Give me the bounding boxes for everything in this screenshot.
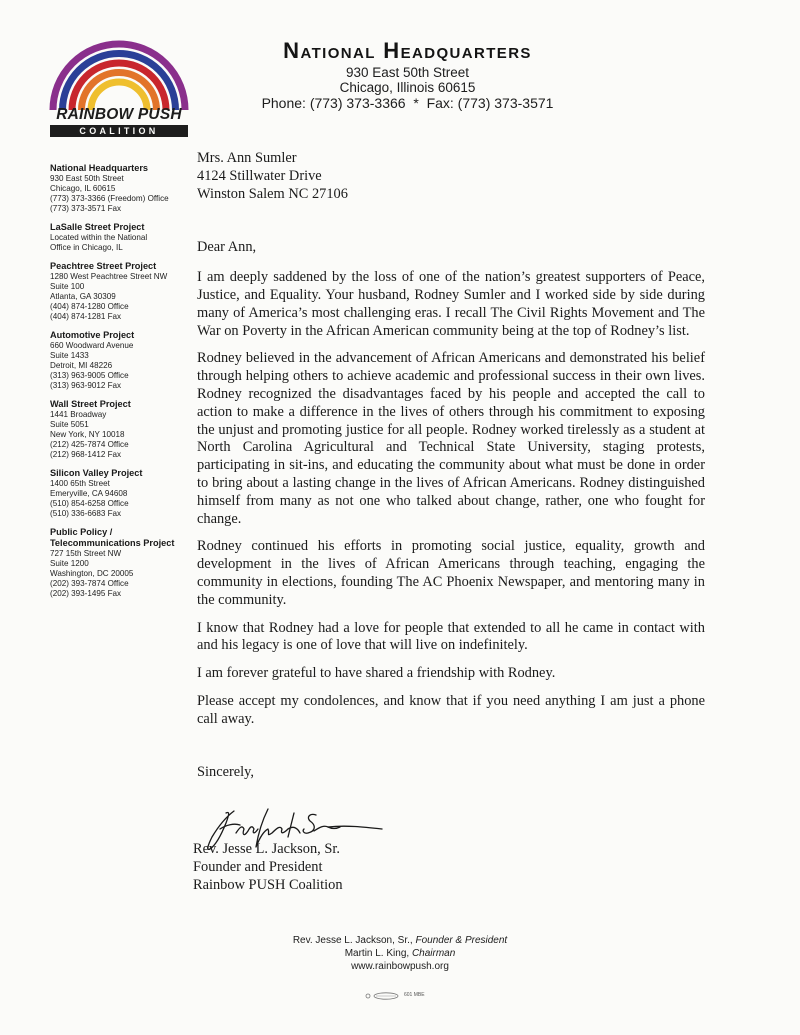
office-detail: Suite 1200	[50, 559, 89, 568]
paragraph: I know that Rodney had a love for people that extended to all he came in contact with and his legacy is one of love that will live on indefinitely.	[197, 619, 705, 654]
union-bug-text: 601 MBE	[404, 992, 425, 998]
office-block	[50, 468, 190, 519]
office-detail: Chicago, IL 60615	[50, 184, 116, 193]
office-detail: Atlanta, GA 30309	[50, 292, 116, 301]
office-detail: (773) 373-3366 (Freedom) Office	[50, 194, 169, 203]
office-detail: Suite 100	[50, 282, 85, 291]
recipient-street: 4124 Stillwater Drive	[197, 167, 322, 184]
letterhead-title: National Headquarters	[283, 38, 532, 63]
signer-title: Founder and President	[193, 859, 323, 875]
footer-founder-name: Rev. Jesse L. Jackson, Sr.,	[292, 935, 413, 946]
logo-subtitle: COALITION	[50, 125, 188, 137]
letterhead-street: 930 East 50th Street	[345, 65, 470, 80]
office-detail: (202) 393-1495 Fax	[50, 589, 122, 598]
office-detail: Located within the National	[50, 233, 148, 242]
footer-chair-name: Martin L. King,	[344, 948, 410, 959]
office-block	[50, 222, 190, 253]
office-block	[50, 527, 190, 599]
signer-organization: Rainbow PUSH Coalition	[193, 877, 343, 893]
letterhead-phone: Phone: (773) 373-3366 * Fax: (773) 373-3571	[261, 95, 554, 111]
office-detail: 660 Woodward Avenue	[50, 341, 134, 350]
office-block	[50, 261, 190, 322]
signer-name: Rev. Jesse L. Jackson, Sr.	[193, 841, 340, 857]
office-detail: 1400 65th Street	[50, 479, 110, 488]
office-detail: (404) 874-1280 Office	[50, 302, 129, 311]
office-title: Public Policy / Telecommunications Project	[50, 527, 175, 548]
office-detail: (313) 963-9005 Office	[50, 371, 129, 380]
office-detail: 1441 Broadway	[50, 410, 107, 419]
office-detail: 930 East 50th Street	[50, 174, 124, 183]
paragraph: Rodney believed in the advancement of African Americans and demonstrated his belief through helping others to achieve academic and professional success in their own lives. Rodney recognized the disadvantages faced by his people and accepted the call to action to make a difference in the lives of others through his commitment to exposing the unjust and promoting justice for all people. Rodney worked tirelessly as a student at North Carolina Agricultural and Technical State University, staging protests, participating in sit-ins, and educating the community about what must be done in order to bring about a lasting change in the lives of African Americans. Rodney distinguished himself from many as not one who talked about change, rather, one who fought for change.	[197, 350, 705, 527]
logo-wordmark: RAINBOW PUSH	[56, 106, 182, 123]
office-title: National Headquarters	[50, 163, 149, 173]
rainbow-arcs-icon	[44, 34, 194, 112]
paragraph: Please accept my condolences, and know that if you need anything I am just a phone call away.	[197, 692, 705, 727]
footer-founder-role: Founder & President	[415, 935, 508, 946]
office-detail: New York, NY 10018	[50, 430, 125, 439]
office-title: LaSalle Street Project	[50, 222, 145, 232]
office-detail: (404) 874-1281 Fax	[50, 312, 122, 321]
union-label	[364, 991, 444, 1003]
office-title: Silicon Valley Project	[50, 468, 143, 478]
salutation: Dear Ann,	[197, 239, 257, 256]
office-detail: (773) 373-3571 Fax	[50, 204, 122, 213]
office-title: Peachtree Street Project	[50, 261, 157, 271]
office-title: Wall Street Project	[50, 399, 131, 409]
letter-body	[197, 150, 705, 781]
office-detail: (212) 425-7874 Office	[50, 440, 129, 449]
office-detail: 727 15th Street NW	[50, 549, 122, 558]
office-title: Automotive Project	[50, 330, 135, 340]
office-detail: Washington, DC 20005	[50, 569, 134, 578]
office-detail: Office in Chicago, IL	[50, 243, 123, 252]
paragraph: I am deeply saddened by the loss of one of the nation’s greatest supporters of Peace, Justice, and Equality. Your husband, Rodney Sumler and I worked side by side during many of America’s most challenging eras. I recall The Civil Rights Movement and The War on Poverty in the African American community being at the top of Rodney’s list.	[197, 269, 705, 339]
recipient-name: Mrs. Ann Sumler	[197, 150, 297, 166]
union-bug-icon	[364, 991, 404, 1001]
office-detail: (313) 963-9012 Fax	[50, 381, 122, 390]
office-detail: (212) 968-1412 Fax	[50, 450, 122, 459]
office-directory	[50, 163, 190, 607]
office-detail: (202) 393-7874 Office	[50, 579, 129, 588]
rainbow-push-logo	[44, 34, 194, 138]
paragraph: Rodney continued his efforts in promoting social justice, equality, growth and development in the lives of African Americans through teaching, engaging the community in elections, founding The AC Phoenix Newspaper, and mentoring many in the community.	[197, 538, 705, 608]
office-detail: Detroit, MI 48226	[50, 361, 113, 370]
office-detail: (510) 854-6258 Office	[50, 499, 129, 508]
office-detail: Emeryville, CA 94608	[50, 489, 128, 498]
recipient-city: Winston Salem NC 27106	[197, 185, 348, 202]
office-block	[50, 163, 190, 214]
office-block	[50, 330, 190, 391]
footer-founder	[250, 935, 550, 946]
letterhead-city: Chicago, Illinois 60615	[339, 80, 476, 95]
footer-chair	[250, 948, 550, 959]
office-block	[50, 399, 190, 460]
office-detail: Suite 1433	[50, 351, 89, 360]
closing: Sincerely,	[197, 763, 255, 780]
footer-chair-role: Chairman	[411, 948, 456, 959]
office-detail: 1280 West Peachtree Street NW	[50, 272, 168, 281]
paragraph: I am forever grateful to have shared a friendship with Rodney.	[197, 665, 556, 682]
office-detail: Suite 5051	[50, 420, 89, 429]
recipient-address	[197, 150, 705, 203]
office-detail: (510) 336-6683 Fax	[50, 509, 122, 518]
footer-website: www.rainbowpush.org	[351, 961, 449, 972]
